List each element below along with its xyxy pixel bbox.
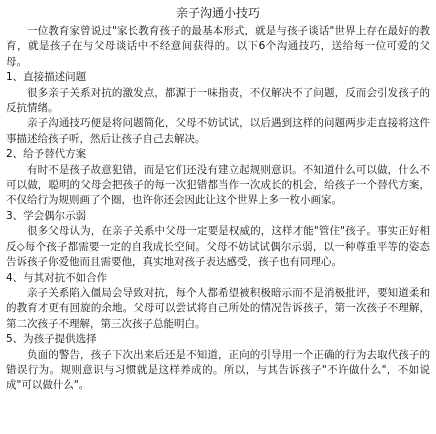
section-heading-4: 4、与其对抗不如合作 [6,271,108,284]
section-1-paragraph-2: 亲子沟通技巧便是将问题简化，父母不妨试试，以后遇到这样的问题两步走直接将这件事描述给孩子听，然后让孩子自己去解决。 [6,117,430,145]
section-2-paragraph-1: 有时不是孩子故意犯错，而是它们还没有建立起规则意识。不知道什么可以做，什么不可以做，聪明的父母会把孩子的每一次犯错都当作一次成长的机会，给孩子一个替代方案，不仅给行为规则画了个圈，也许你还会因此让这个世界上多一枚小画家。 [6,163,430,207]
section-4-paragraph-1: 亲子关系陷入僵局会导致对抗，每个人都希望被积极暗示而不是消极批评，要知道柔和的教育才更有回旋的余地。父母可以尝试将自己所处的情况告诉孩子，第一次孩子不理解，第二次孩子不理解，第三次孩子总能明白。 [6,286,430,330]
intro-paragraph: 一位教育家曾说过"家长教育孩子的最基本形式，就是与孩子谈话"世界上存在最好的教育，就是孩子在与父母谈话中不经意间获得的。以下6个沟通技巧，送给每一位可爱的父母。 [6,25,430,68]
document-title: 亲子沟通小技巧 [175,6,260,20]
section-5-paragraph-1: 负面的警告，孩子下次出来后还是不知道，正向的引导用一个正确的行为去取代孩子的错误行为。规则意识与习惯就是这样养成的。所以，与其告诉孩子"不许做什么"，不如说成"可以做什么"。 [6,348,430,392]
section-heading-1: 1、直接描述问题 [6,71,87,84]
section-1-paragraph-1: 很多亲子关系对抗的激发点，都源于一味指责，不仅解决不了问题，反而会引发孩子的反抗情绪。 [6,86,430,115]
section-heading-3: 3、学会偶尔示弱 [6,209,87,222]
section-3-paragraph-1: 很多父母认为，在亲子关系中父母一定要是权威的，这样才能"管住"孩子。事实正好相反◇每个孩子都需要一定的自我成长空间。父母不妨试试偶尔示弱，以一种尊重平等的姿态告诉孩子你爱他而且需要他，真实地对孩子表达感受，孩子也有同理心。 [6,225,430,269]
section-heading-5: 5、为孩子提供选择 [6,333,97,346]
section-heading-2: 2、给予替代方案 [6,148,87,161]
